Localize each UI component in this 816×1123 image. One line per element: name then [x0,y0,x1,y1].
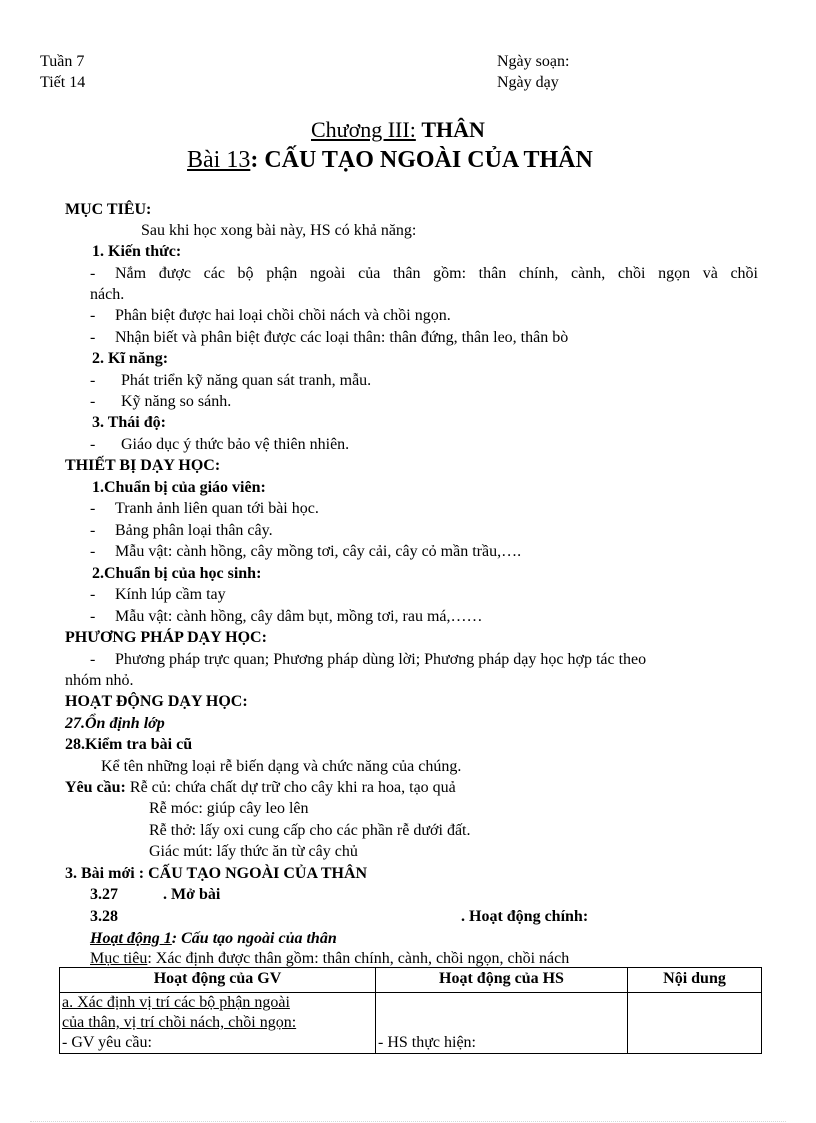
activity-table [59,967,762,1054]
activities-heading: HOẠT ĐỘNG DẠY HỌC: [65,693,248,710]
chapter-title [311,116,485,144]
main-activities-heading: . Hoạt động chính: [461,908,589,925]
hs-perform: - HS thực hiện: [378,1034,476,1051]
intro-heading: . Mở bài [163,886,221,903]
teacher-prep-item: Bảng phân loại thân cây. [115,522,273,539]
lesson-label: Bài 13 [187,147,251,173]
new-lesson-heading: 3. Bài mới : CẤU TẠO NGOÀI CỦA THÂN [65,865,368,882]
bullet-dash: - [90,608,96,625]
sub-number: 3.27 [90,886,118,903]
knowledge-item [115,264,758,284]
bullet-dash: - [90,436,96,453]
goal-text: : Xác định được thân gồm: thân chính, cành, chồi ngọn, chồi nách [147,950,570,967]
skill-item: Phát triển kỹ năng quan sát tranh, mẫu. [121,372,372,389]
knowledge-item-continued: nách. [90,286,125,303]
gv-section-title: của thân, vị trí chồi nách, chồi ngọn: [62,1014,297,1031]
activity1-name: : Cấu tạo ngoài của thân [171,930,337,947]
methods-text-continued: nhóm nhỏ. [65,672,134,689]
requirement-text: Rễ móc: giúp cây leo lên [149,800,309,817]
goal-label: Mục tiêu [90,950,148,967]
equipment-heading: THIẾT BỊ DẠY HỌC: [65,457,221,474]
skill-item: Kỹ năng so sánh. [121,393,232,410]
student-prep-heading: 2.Chuẩn bị của học sinh: [92,565,262,582]
activity1-title [90,929,337,949]
methods-heading: PHƯƠNG PHÁP DẠY HỌC: [65,629,267,646]
hs-cell [376,993,628,1054]
gv-cell [60,993,376,1054]
period-label: Tiết 14 [40,74,86,91]
requirement-line [65,778,456,798]
knowledge-heading: 1. Kiến thức: [92,243,182,260]
chapter-label: Chương III: [311,117,416,142]
page-bottom-divider [30,1121,786,1122]
attitude-heading: 3. Thái độ: [92,414,166,431]
check-old-lesson: 28.Kiểm tra bài cũ [65,736,193,753]
table-header-hs: Hoạt động của HS [376,968,628,993]
knowledge-item: Phân biệt được hai loại chồi chồi nách và chồi ngọn. [115,307,451,324]
skills-heading: 2. Kĩ năng: [92,350,169,367]
teacher-prep-item: Mẫu vật: cành hồng, cây mồng tơi, cây cải, cây cỏ mần trầu,…. [115,543,522,560]
teacher-prep-item: Tranh ảnh liên quan tới bài học. [115,500,319,517]
methods-text: Phương pháp trực quan; Phương pháp dùng lời; Phương pháp dạy học hợp tác theo [115,651,647,668]
lesson-name: : CẤU TẠO NGOÀI CỦA THÂN [250,147,593,173]
requirement-text: Rễ thở: lấy oxi cung cấp cho các phần rễ dưới đất. [149,822,471,839]
bullet-dash: - [90,500,96,517]
bullet-dash: - [90,372,96,389]
sub-number: 3.28 [90,908,118,925]
bullet-dash: - [90,265,96,282]
teach-date-label: Ngày dạy [497,74,559,91]
objectives-intro: Sau khi học xong bài này, HS có khả năng: [141,222,417,239]
bullet-dash: - [90,329,96,346]
bullet-dash: - [90,586,96,603]
attitude-item: Giáo dục ý thức bảo vệ thiên nhiên. [121,436,350,453]
student-prep-item: Mẫu vật: cành hồng, cây dâm bụt, mồng tơi, rau má,…… [115,608,483,625]
lesson-title [187,145,593,175]
bullet-dash: - [90,522,96,539]
bullet-dash: - [90,393,96,410]
chapter-name: THÂN [421,117,485,142]
bullet-dash: - [90,307,96,324]
knowledge-item: Nhận biết và phân biệt được các loại thân: thân đứng, thân leo, thân bò [115,329,569,346]
gv-section-title: a. Xác định vị trí các bộ phận ngoài [62,994,290,1011]
table-row [60,993,762,1054]
gv-request: - GV yêu cầu: [62,1034,152,1051]
requirement-text: Giác mút: lấy thức ăn từ cây chủ [149,843,358,860]
bullet-dash: - [90,651,96,668]
activity1-goal [90,949,569,969]
knowledge-text: Nắm được các bộ phận ngoài của thân gồm: thân chính, cành, chồi ngọn và chồi [115,265,758,282]
prep-date-label: Ngày soạn: [497,53,570,70]
student-prep-item: Kính lúp cầm tay [115,586,226,603]
objectives-heading: MỤC TIÊU: [65,201,152,218]
content-cell [628,993,762,1054]
stabilize-class: 27.Ổn định lớp [65,715,165,732]
week-label: Tuần 7 [40,53,85,70]
teacher-prep-heading: 1.Chuẩn bị của giáo viên: [92,479,266,496]
table-header-row [60,968,762,993]
bullet-dash: - [90,543,96,560]
requirement-label: Yêu cầu: [65,779,126,796]
check-question: Kể tên những loại rễ biến dạng và chức năng của chúng. [101,758,462,775]
activity1-label: Hoạt động 1 [90,930,172,947]
table-header-gv: Hoạt động của GV [60,968,376,993]
requirement-text: Rễ củ: chứa chất dự trữ cho cây khi ra hoa, tạo quả [125,779,456,796]
table-header-content: Nội dung [628,968,762,993]
